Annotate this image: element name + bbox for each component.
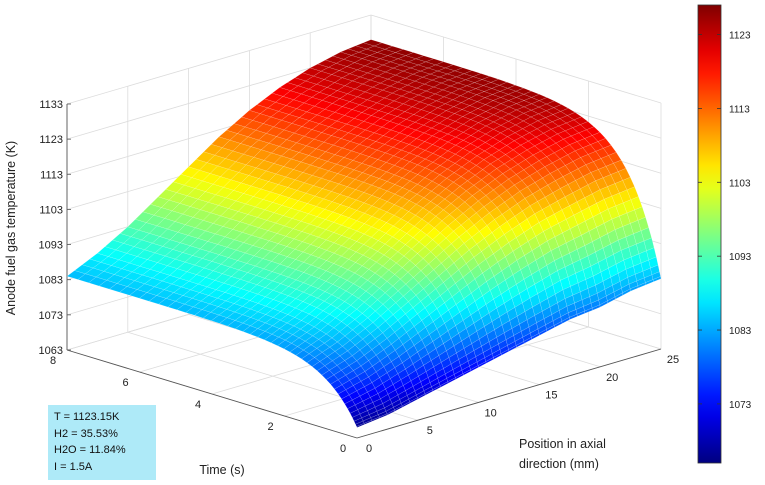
temperature-surface (67, 40, 661, 428)
colorbar-tick-label: 1123 (729, 30, 751, 42)
annotation-h2o: H2O = 11.84% (54, 444, 126, 456)
colorbar-tick-label: 1093 (729, 252, 752, 264)
x-tick-label: 25 (666, 354, 680, 366)
colorbar-tick-label: 1103 (729, 178, 751, 190)
annotation-h2: H2 = 35.53% (54, 427, 118, 440)
colorbar-tick-label: 1113 (729, 104, 750, 116)
z-tick-label: 1083 (38, 274, 63, 287)
y-tick-label: 2 (267, 421, 274, 433)
y-tick-label: 6 (122, 377, 129, 389)
z-tick-label: 1123 (39, 134, 63, 147)
x-tick-label: 5 (426, 425, 433, 438)
z-tick-label: 1133 (39, 99, 63, 111)
z-tick-label: 1073 (38, 309, 63, 322)
y-tick-label: 4 (194, 399, 202, 411)
z-tick-label: 1103 (39, 204, 63, 217)
annotation-temperature: T = 1123.15K (54, 411, 120, 423)
z-tick-label: 1113 (40, 169, 63, 182)
x-tick-label: 10 (484, 407, 497, 420)
z-axis-label: Anode fuel gas temperature (K) (4, 140, 18, 316)
colorbar-tick-label: 1073 (729, 399, 752, 411)
x-tick-label: 20 (606, 371, 619, 384)
annotation-box (48, 405, 156, 480)
annotation-current: I = 1.5A (54, 460, 93, 473)
z-tick-label: 1063 (38, 345, 63, 357)
z-tick-label: 1093 (38, 239, 63, 252)
y-axis-label: Time (s) (199, 463, 245, 477)
x-axis-label-line1: Position in axial (519, 437, 606, 451)
x-axis-label-line2: direction (mm) (519, 457, 599, 471)
x-tick-label: 0 (365, 443, 373, 455)
y-tick-label: 0 (339, 443, 347, 455)
colorbar (698, 5, 721, 463)
x-tick-label: 15 (545, 389, 558, 402)
y-tick-label: 8 (49, 355, 57, 367)
colorbar-tick-label: 1083 (729, 326, 752, 338)
